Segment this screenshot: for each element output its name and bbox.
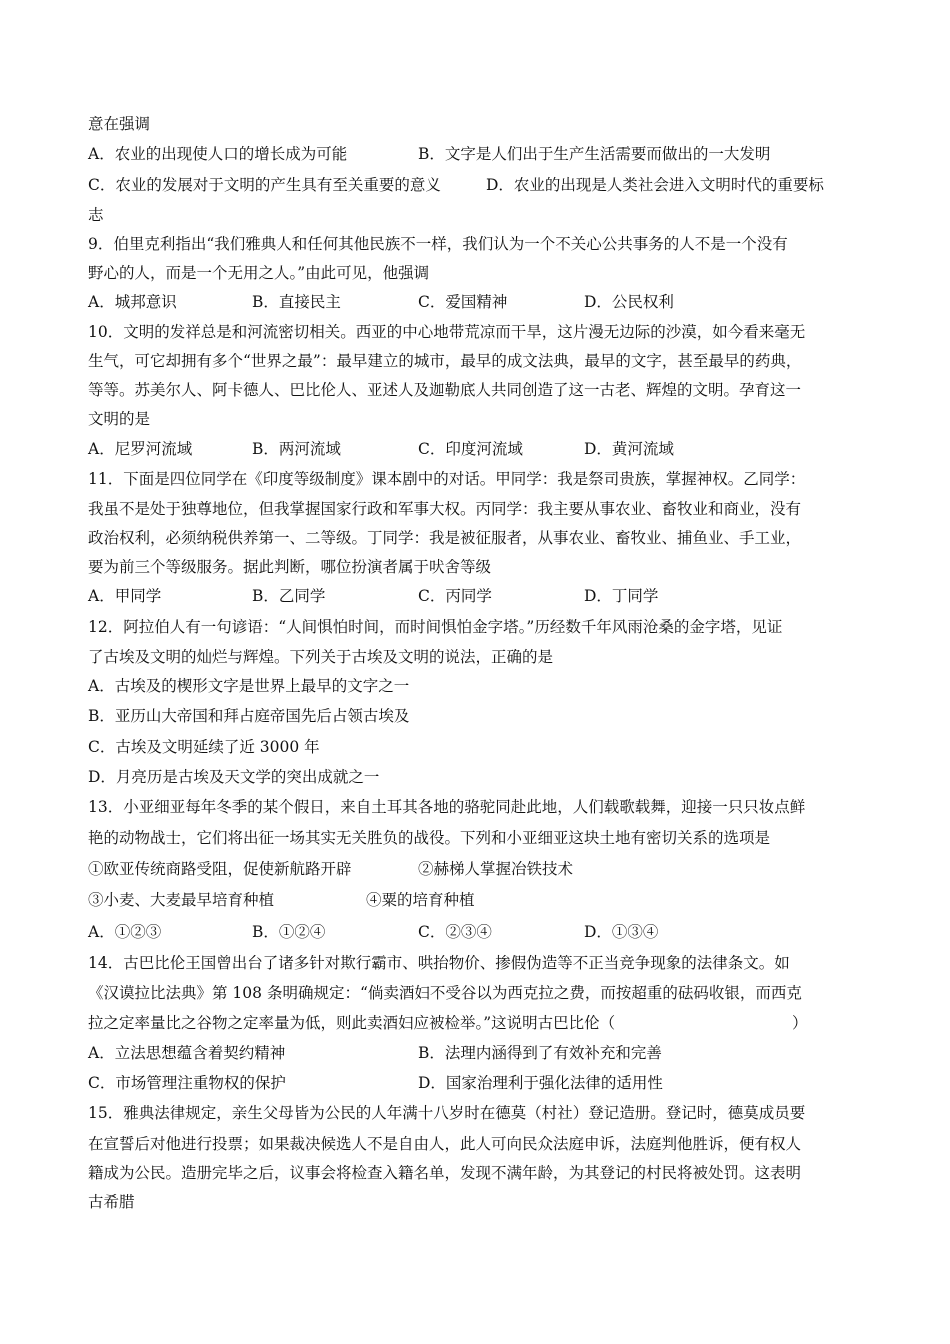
q10-option-c: C．印度河流域 <box>418 440 523 458</box>
q8-option-c: C．农业的发展对于文明的产生具有至关重要的意义 <box>88 176 441 194</box>
q8-option-b: B．文字是人们出于生产生活需要而做出的一大发明 <box>418 145 771 163</box>
q10-stem-line-3: 等等。苏美尔人、阿卡德人、巴比伦人、亚述人及迦勒底人共同创造了这一古老、辉煌的文明。孕育这一 <box>88 381 802 399</box>
q10-stem-line-2: 生气，可它却拥有多个“世界之最”：最早建立的城市，最早的成文法典，最早的文字，甚至最早的药典， <box>88 352 802 370</box>
q13-option-a: A．①②③ <box>88 923 162 941</box>
q15-stem-line-3: 籍成为公民。造册完毕之后，议事会将检查入籍名单，发现不满年龄，为其登记的村民将被处罚。这表明 <box>88 1164 802 1182</box>
q14-option-b: B．法理内涵得到了有效补充和完善 <box>418 1044 662 1062</box>
q9-stem-line-1: 9．伯里克利指出“我们雅典人和任何其他民族不一样，我们认为一个不关心公共事务的人不是一个没有 <box>88 235 788 253</box>
q9-option-c: C．爱国精神 <box>418 293 508 311</box>
q14-option-c: C．市场管理注重物权的保护 <box>88 1074 286 1092</box>
q11-option-a: A．甲同学 <box>88 587 162 605</box>
q10-stem-line-1: 10．文明的发祥总是和河流密切相关。西亚的中心地带荒凉而干旱，这片漫无边际的沙漠，如今看来毫无 <box>88 323 806 341</box>
q13-stem-line-1: 13．小亚细亚每年冬季的某个假日，来自土耳其各地的骆驼同赴此地，人们载歌载舞，迎接一只只妆点鲜 <box>88 798 806 816</box>
q13-item-4: ④粟的培育种植 <box>366 891 475 909</box>
q13-item-1: ①欧亚传统商路受阻，促使新航路开辟 <box>88 860 352 878</box>
q9-option-a: A．城邦意识 <box>88 293 177 311</box>
q10-option-b: B．两河流域 <box>252 440 341 458</box>
q12-stem-line-1: 12．阿拉伯人有一句谚语：“人间惧怕时间，而时间惧怕金字塔。”历经数千年风雨沧桑的金字塔，见证 <box>88 618 783 636</box>
q13-option-d: D．①③④ <box>584 923 659 941</box>
q12-option-c: C．古埃及文明延续了近 3000 年 <box>88 738 320 756</box>
q15-stem-line-1: 15．雅典法律规定，亲生父母皆为公民的人年满十八岁时在德莫（村社）登记造册。登记时，德莫成员要 <box>88 1104 806 1122</box>
q11-stem-line-2: 我虽不是处于独尊地位，但我掌握国家行政和军事大权。丙同学：我主要从事农业、畜牧业和商业，没有 <box>88 500 802 518</box>
q12-option-a: A．古埃及的楔形文字是世界上最早的文字之一 <box>88 677 410 695</box>
q14-option-a: A．立法思想蕴含着契约精神 <box>88 1044 286 1062</box>
q15-stem-line-4: 古希腊 <box>88 1193 135 1211</box>
q12-option-b: B．亚历山大帝国和拜占庭帝国先后占领古埃及 <box>88 707 410 725</box>
q13-item-3: ③小麦、大麦最早培育种植 <box>88 891 275 909</box>
q10-option-a: A．尼罗河流域 <box>88 440 193 458</box>
q11-stem-line-3: 政治权利，必须纳税供养第一、二等级。丁同学：我是被征服者，从事农业、畜牧业、捕鱼业、手工业， <box>88 529 802 547</box>
q8-option-d: D．农业的出现是人类社会进入文明时代的重要标 <box>486 176 824 194</box>
q12-option-d: D．月亮历是古埃及天文学的突出成就之一 <box>88 768 380 786</box>
q12-stem-line-2: 了古埃及文明的灿烂与辉煌。下列关于古埃及文明的说法，正确的是 <box>88 648 554 666</box>
q13-option-c: C．②③④ <box>418 923 492 941</box>
q8-option-d-wrap: 志 <box>88 206 104 224</box>
q13-item-2: ②赫梯人掌握冶铁技术 <box>418 860 574 878</box>
q14-option-d: D．国家治理利于强化法律的适用性 <box>418 1074 663 1092</box>
q11-stem-line-4: 要为前三个等级服务。据此判断，哪位扮演者属于吠舍等级 <box>88 558 492 576</box>
q11-option-d: D．丁同学 <box>584 587 659 605</box>
q13-stem-line-2: 艳的动物战士，它们将出征一场其实无关胜负的战役。下列和小亚细亚这块土地有密切关系的选项是 <box>88 829 771 847</box>
q9-option-d: D．公民权利 <box>584 293 674 311</box>
q11-stem-line-1: 11．下面是四位同学在《印度等级制度》课本剧中的对话。甲同学：我是祭司贵族，掌握神权。乙同学： <box>88 470 806 488</box>
q14-answer-blank-close: ） <box>792 1014 808 1032</box>
q10-stem-line-4: 文明的是 <box>88 410 151 428</box>
q13-option-b: B．①②④ <box>252 923 326 941</box>
q14-stem-line-2: 《汉谟拉比法典》第 108 条明确规定：“倘卖酒妇不受谷以为西克拉之费，而按超重的砝码收银，而西克 <box>88 984 802 1002</box>
q9-stem-line-2: 野心的人，而是一个无用之人。”由此可见，他强调 <box>88 264 430 282</box>
q8-stem-tail: 意在强调 <box>88 115 151 133</box>
q15-stem-line-2: 在宣誓后对他进行投票；如果裁决候选人不是自由人，此人可向民众法庭申诉，法庭判他胜诉，便有权人 <box>88 1135 802 1153</box>
q8-option-a: A．农业的出现使人口的增长成为可能 <box>88 145 348 163</box>
q14-stem-line-1: 14．古巴比伦王国曾出台了诸多针对欺行霸市、哄抬物价、掺假伪造等不正当竞争现象的法律条文。如 <box>88 954 790 972</box>
q11-option-c: C．丙同学 <box>418 587 492 605</box>
q10-option-d: D．黄河流域 <box>584 440 674 458</box>
q11-option-b: B．乙同学 <box>252 587 326 605</box>
q14-stem-line-3: 拉之定率量比之谷物之定率量为低，则此卖酒妇应被检举。”这说明古巴比伦（ <box>88 1014 616 1032</box>
q9-option-b: B．直接民主 <box>252 293 341 311</box>
